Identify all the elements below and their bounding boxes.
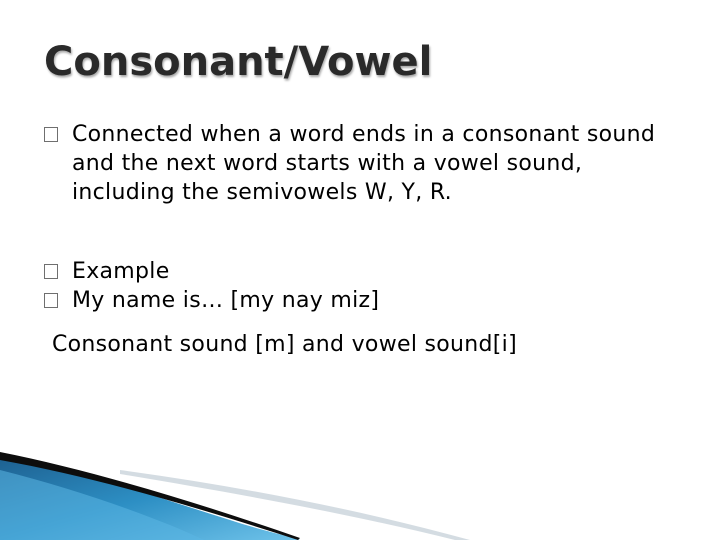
example-note: Consonant sound [m] and vowel sound[i]	[52, 332, 517, 357]
bullet-box-icon	[44, 293, 58, 308]
bullet-box-icon	[44, 127, 58, 142]
bullet-text: Connected when a word ends in a consonant sound and the next word starts with a vowel sound, including the semivowels W, Y, R.	[72, 122, 656, 205]
blue-wave-shape	[0, 455, 300, 540]
bullet-item	[44, 120, 684, 207]
blue-wave-highlight	[0, 470, 205, 540]
bullet-box-icon	[44, 264, 58, 279]
bullet-list-primary	[44, 120, 684, 207]
bullet-item	[44, 286, 684, 315]
slide-title: Consonant/Vowel	[44, 39, 433, 85]
bullet-list-secondary	[44, 257, 684, 315]
bullet-text: My name is… [my nay miz]	[72, 288, 380, 313]
dark-swoosh-line	[0, 452, 300, 540]
bullet-item	[44, 257, 684, 286]
bullet-text: Example	[72, 259, 170, 284]
grey-swoosh-line	[120, 470, 470, 540]
